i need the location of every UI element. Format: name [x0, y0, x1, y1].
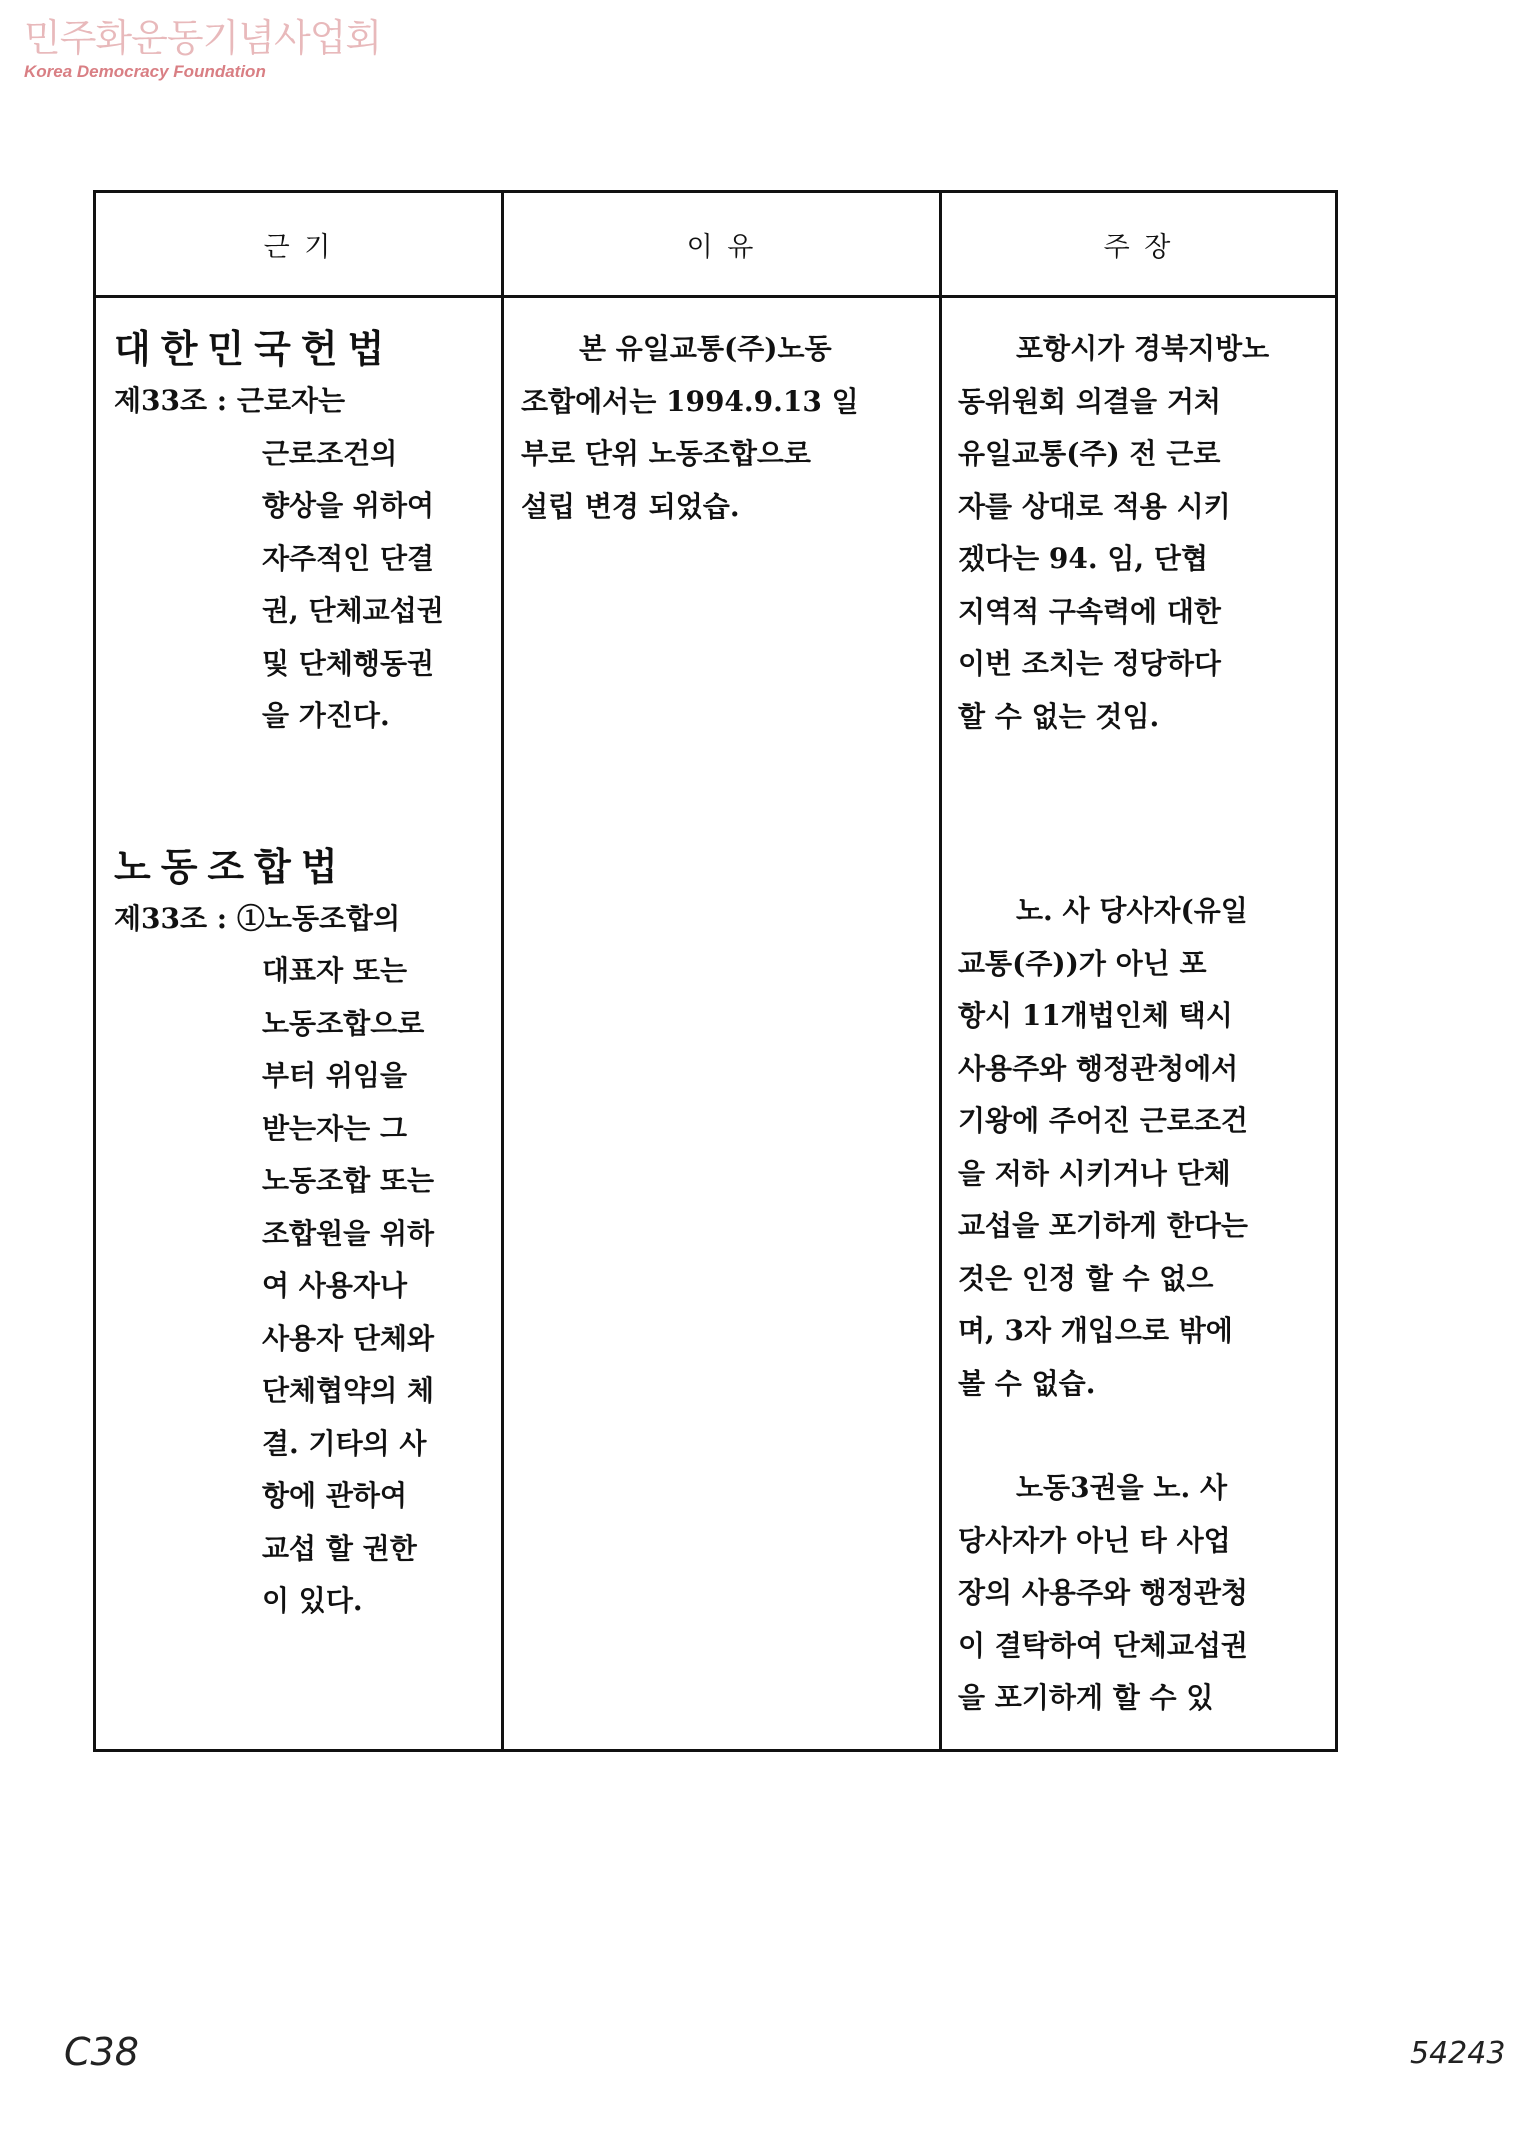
handwritten-page-number: C38 [64, 2030, 139, 2074]
claim-line: 교통(주))가 아닌 포 [958, 946, 1207, 980]
logo-korean: 민주화운동기념사업회 [24, 16, 382, 60]
law-line: 노동조합으로 [262, 1006, 425, 1040]
header-divider [96, 295, 1335, 298]
law-line: 자주적인 단결 [262, 541, 435, 575]
reason-line: 본 유일교통(주)노동 [579, 332, 832, 365]
law-line: 권, 단체교섭권 [262, 594, 444, 627]
law-line: 단체협약의 체 [262, 1374, 435, 1407]
law-line: 항에 관하여 [262, 1479, 407, 1512]
law-title: 대한민국헌법 [114, 327, 395, 371]
header-claim [942, 193, 1335, 295]
claim-line: 노. 사 당사자(유일 [1016, 894, 1248, 927]
law-line: 및 단체행동권 [262, 646, 435, 680]
claim-line: 을 저하 시키거나 단체 [958, 1156, 1231, 1190]
claim-line: 이 결탁하여 단체교섭권 [958, 1628, 1248, 1662]
claim-line: 것은 인정 할 수 없으 [958, 1261, 1214, 1295]
claim-column [958, 323, 1328, 1725]
claim-line: 할 수 없는 것임. [958, 699, 1160, 733]
law-line: 이 있다. [262, 1584, 363, 1617]
logo [24, 16, 381, 82]
law-line: 제33조 : ①노동조합의 [114, 901, 401, 935]
claim-line: 노동3권을 노. 사 [1016, 1471, 1228, 1504]
claim-line: 사용주와 행정관청에서 [958, 1051, 1239, 1085]
basis-column [114, 323, 494, 1628]
law-line: 조합원을 위하 [262, 1216, 435, 1250]
claim-line: 자를 상대로 적용 시키 [958, 489, 1231, 523]
column-divider [939, 193, 942, 1749]
law-line: 교섭 할 권한 [262, 1531, 417, 1565]
claim-line: 이번 조치는 정당하다 [958, 647, 1221, 680]
claim-line: 당사자가 아닌 타 사업 [958, 1523, 1231, 1557]
claim-line: 동위원회 의결을 거처 [958, 384, 1221, 418]
reason-line: 조합에서는 1994.9.13 일 [521, 384, 859, 418]
reason-column [521, 323, 931, 533]
law-line: 근로조건의 [262, 436, 398, 470]
claim-line: 장의 사용주와 행정관청 [958, 1576, 1248, 1609]
law-line: 향상을 위하여 [262, 489, 435, 522]
header-reason [504, 193, 939, 295]
claim-line: 포항시가 경북지방노 [1016, 332, 1270, 365]
law-line: 노동조합 또는 [262, 1164, 435, 1197]
handwritten-document-id: 54243 [1410, 2036, 1506, 2071]
claim-line: 며, 3자 개입으로 밖에 [958, 1314, 1233, 1347]
reason-line: 부로 단위 노동조합으로 [521, 437, 811, 470]
law-line: 여 사용자나 [262, 1269, 407, 1302]
reason-line: 설립 변경 되었습. [521, 489, 740, 523]
claim-line: 겠다는 94. 임, 단협 [958, 542, 1208, 575]
header-basis [96, 193, 501, 295]
law-line: 부터 위임을 [262, 1059, 407, 1092]
header-claim-label: 주 장 [1103, 231, 1174, 263]
document-table [93, 190, 1338, 1752]
logo-english: Korea Democracy Foundation [24, 62, 266, 81]
header-basis-label: 근 기 [263, 231, 334, 263]
claim-line: 항시 11개법인체 택시 [958, 999, 1233, 1032]
law-line: 사용자 단체와 [262, 1321, 435, 1355]
law-line: 대표자 또는 [262, 954, 407, 987]
claim-line: 을 포기하게 할 수 있 [958, 1681, 1214, 1714]
law-line: 결. 기타의 사 [262, 1426, 427, 1460]
law-line: 을 가진다. [262, 699, 390, 732]
claim-line: 볼 수 없습. [958, 1366, 1096, 1400]
claim-line: 유일교통(주) 전 근로 [958, 437, 1221, 470]
claim-line: 지역적 구속력에 대한 [958, 594, 1221, 628]
claim-line: 교섭을 포기하게 한다는 [958, 1209, 1248, 1242]
header-reason-label: 이 유 [686, 231, 757, 263]
claim-line: 기왕에 주어진 근로조건 [958, 1104, 1248, 1137]
law-line: 제33조 : 근로자는 [114, 384, 346, 417]
column-divider [501, 193, 504, 1749]
law-title: 노동조합법 [114, 844, 348, 889]
law-line: 받는자는 그 [262, 1111, 407, 1145]
